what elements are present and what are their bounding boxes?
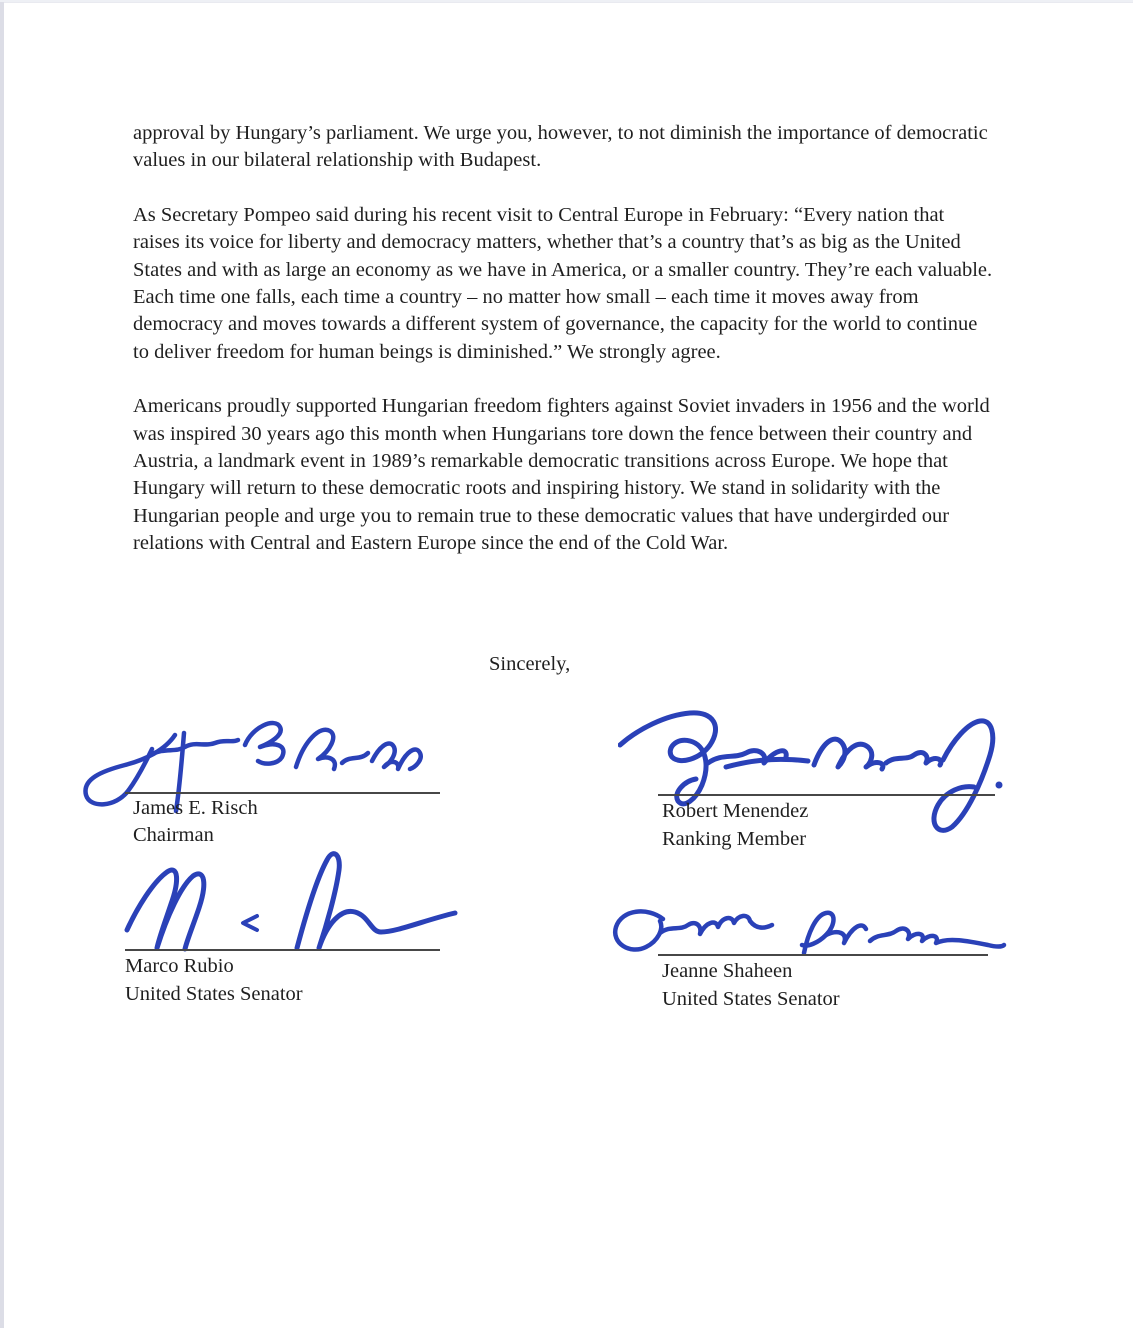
- signature-block-robert-menendez: [658, 697, 1003, 857]
- signer-name: Robert Menendez: [662, 800, 809, 822]
- paragraph-1956-history: Americans proudly supported Hungarian freedom fighters against Soviet invaders in 1956 and the world was inspired 30 years ago this month when Hungarians tore down the fence between their country and Austria, a landmark event in 1989’s remarkable democratic transitions across Europe. We hope that Hungary will return to these democratic roots and inspiring history. We stand in solidarity with the Hungarian people and urge you to remain true to these democratic values that have undergirded our relations with Central and Eastern Europe since the end of the Cold War.: [133, 395, 990, 555]
- signature-block-marco-rubio: [125, 854, 455, 1009]
- signature-block-james-risch: [125, 700, 455, 850]
- signature-line: [125, 792, 440, 794]
- signer-name: Jeanne Shaheen: [662, 960, 793, 982]
- signer-title: United States Senator: [662, 988, 840, 1010]
- signer-name: Marco Rubio: [125, 955, 234, 977]
- letter-body: [133, 120, 995, 585]
- signature-line: [658, 954, 988, 956]
- signature-line: [658, 794, 995, 796]
- paragraph-pompeo-quote: As Secretary Pompeo said during his recent visit to Central Europe in February: “Every nation that raises its voice for liberty and democracy matters, whether that’s a country that’s as big as the United States and with as large an economy as we have in America, or a smaller country. They’re each valuable. Each time one falls, each time a country – no matter how small – each time it moves away from democracy and moves towards a different system of governance, the capacity for the world to continue to deliver freedom for human beings is diminished.” We strongly agree.: [133, 203, 993, 363]
- signer-title: Ranking Member: [662, 828, 807, 850]
- signer-title: Chairman: [133, 824, 214, 846]
- signature-marco-rubio-ink: [113, 840, 473, 962]
- signature-line: [125, 949, 440, 951]
- signer-name: James E. Risch: [133, 797, 258, 819]
- closing-sincerely: Sincerely,: [489, 653, 571, 675]
- signer-title: United States Senator: [125, 983, 303, 1005]
- paragraph-budapest: approval by Hungary’s parliament. We urge you, however, to not diminish the importance of democratic values in our bilateral relationship with Budapest.: [133, 122, 988, 172]
- signature-block-jeanne-shaheen: [658, 902, 998, 1037]
